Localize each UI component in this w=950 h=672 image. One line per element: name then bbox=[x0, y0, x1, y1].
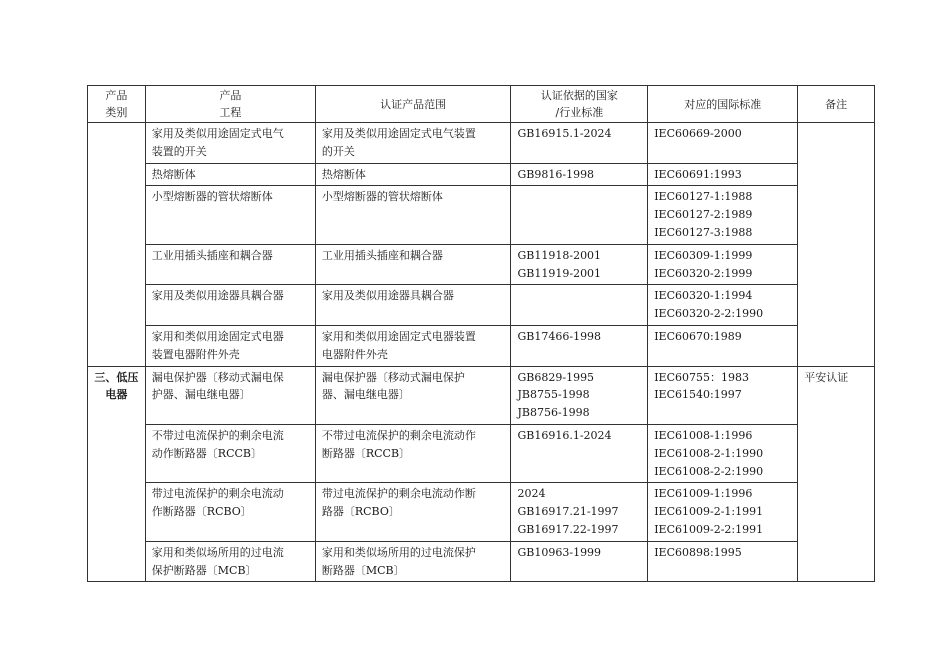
scope-cell-line: 电器附件外壳 bbox=[321, 347, 388, 361]
category-cell-low-voltage bbox=[88, 366, 146, 582]
project-cell bbox=[145, 366, 315, 424]
scope-cell-line: 家用及类似用途固定式电气装置 bbox=[321, 127, 476, 140]
national-standard-cell bbox=[511, 285, 648, 326]
scope-cell-line: 断路器〔MCB〕 bbox=[321, 563, 405, 577]
scope-cell-line: 带过电流保护的剩余电流动作断 bbox=[321, 487, 476, 501]
national-standard-cell-line: GB11919-2001 bbox=[517, 266, 602, 280]
international-standard-cell bbox=[648, 163, 798, 186]
international-standard-cell bbox=[648, 424, 798, 482]
project-cell-line: 保护断路器〔MCB〕 bbox=[151, 563, 257, 577]
international-standard-cell bbox=[648, 285, 798, 326]
scope-cell bbox=[315, 424, 511, 482]
national-standard-cell bbox=[511, 244, 648, 285]
scope-cell bbox=[315, 366, 511, 424]
international-standard-cell bbox=[648, 123, 798, 164]
project-cell bbox=[145, 541, 315, 582]
international-standard-cell-line: IEC61008-1:1996 bbox=[654, 428, 753, 442]
scope-cell bbox=[315, 541, 511, 582]
national-standard-cell-line: GB16917.21-1997 bbox=[517, 505, 619, 519]
national-standard-cell-line: GB16917.22-1997 bbox=[517, 522, 619, 536]
international-standard-cell-line: IEC61009-1:1996 bbox=[654, 487, 753, 501]
national-standard-cell-line: GB9816-1998 bbox=[517, 167, 595, 181]
project-cell-line: 护器、漏电继电器〕 bbox=[151, 388, 251, 402]
project-cell-line: 工业用插头插座和耦合器 bbox=[151, 248, 273, 262]
table-row bbox=[88, 541, 875, 582]
scope-cell bbox=[315, 483, 511, 541]
scope-cell bbox=[315, 123, 511, 164]
project-cell-line: 不带过电流保护的剩余电流 bbox=[151, 428, 284, 442]
table-row bbox=[88, 366, 875, 424]
scope-cell bbox=[315, 285, 511, 326]
project-cell-line: 装置的开关 bbox=[151, 144, 207, 158]
project-cell-line: 家用及类似用途固定式电气 bbox=[151, 127, 284, 140]
header-national-standard bbox=[511, 86, 648, 123]
header-text: 类别 bbox=[105, 106, 128, 119]
project-cell bbox=[145, 483, 315, 541]
standards-table bbox=[87, 85, 875, 582]
international-standard-cell bbox=[648, 325, 798, 366]
project-cell-line: 带过电流保护的剩余电流动 bbox=[151, 487, 284, 501]
international-standard-cell-line: IEC60670:1989 bbox=[654, 329, 742, 343]
scope-cell-line: 热熔断体 bbox=[321, 167, 366, 181]
scope-cell-line: 断路器〔RCCB〕 bbox=[321, 446, 411, 460]
header-category bbox=[88, 86, 146, 123]
table-row bbox=[88, 163, 875, 186]
header-row bbox=[88, 86, 875, 123]
scope-cell-line: 家用和类似用途固定式电器装置 bbox=[321, 329, 476, 343]
national-standard-cell-line: GB11918-2001 bbox=[517, 248, 602, 262]
project-cell-line: 作断路器〔RCBO〕 bbox=[151, 505, 252, 519]
scope-cell-line: 家用和类似场所用的过电流保护 bbox=[321, 545, 476, 559]
project-cell-line: 小型熔断器的管状熔断体 bbox=[151, 190, 273, 204]
table-row bbox=[88, 424, 875, 482]
scope-cell bbox=[315, 163, 511, 186]
table-row bbox=[88, 325, 875, 366]
international-standard-cell-line: IEC60320-2-2:1990 bbox=[654, 307, 764, 321]
header-text: 产品 bbox=[219, 89, 242, 102]
scope-cell bbox=[315, 186, 511, 244]
header-text: 工程 bbox=[219, 106, 242, 119]
header-text: /行业标准 bbox=[555, 106, 604, 119]
scope-cell bbox=[315, 325, 511, 366]
table-row bbox=[88, 483, 875, 541]
international-standard-cell-line: IEC60320-2:1999 bbox=[654, 266, 753, 280]
remark-cell-empty bbox=[798, 123, 875, 367]
scope-cell-line: 工业用插头插座和耦合器 bbox=[321, 248, 443, 262]
international-standard-cell bbox=[648, 366, 798, 424]
project-cell-line: 动作断路器〔RCCB〕 bbox=[151, 446, 262, 460]
project-cell bbox=[145, 325, 315, 366]
project-cell bbox=[145, 123, 315, 164]
international-standard-cell-line: IEC60755：1983 bbox=[654, 370, 749, 384]
project-cell-line: 家用和类似场所用的过电流 bbox=[151, 545, 284, 559]
scope-cell-line: 不带过电流保护的剩余电流动作 bbox=[321, 428, 476, 442]
international-standard-cell-line: IEC61009-2-1:1991 bbox=[654, 505, 764, 519]
national-standard-cell bbox=[511, 424, 648, 482]
international-standard-cell-line: IEC60127-2:1989 bbox=[654, 208, 753, 222]
project-cell-line: 漏电保护器〔移动式漏电保 bbox=[151, 370, 284, 384]
international-standard-cell-line: IEC60127-3:1988 bbox=[654, 225, 753, 239]
international-standard-cell-line: IEC60898:1995 bbox=[654, 545, 742, 559]
header-text: 产品 bbox=[105, 89, 128, 102]
national-standard-cell-line: GB16916.1-2024 bbox=[517, 428, 612, 442]
international-standard-cell bbox=[648, 541, 798, 582]
header-text: 备注 bbox=[825, 97, 848, 111]
scope-cell-line: 路器〔RCBO〕 bbox=[321, 505, 400, 519]
table-row bbox=[88, 186, 875, 244]
international-standard-cell-line: IEC61009-2-2:1991 bbox=[654, 522, 764, 536]
international-standard-cell-line: IEC61540:1997 bbox=[654, 388, 742, 402]
header-remark bbox=[798, 86, 875, 123]
national-standard-cell bbox=[511, 163, 648, 186]
international-standard-cell bbox=[648, 186, 798, 244]
scope-cell-line: 器、漏电继电器〕 bbox=[321, 388, 410, 402]
international-standard-cell-line: IEC61008-2-2:1990 bbox=[654, 464, 764, 478]
national-standard-cell-line: GB6829-1995 bbox=[517, 370, 595, 384]
international-standard-cell-line: IEC60691:1993 bbox=[654, 167, 742, 181]
national-standard-cell bbox=[511, 123, 648, 164]
international-standard-cell bbox=[648, 244, 798, 285]
national-standard-cell-line: JB8756-1998 bbox=[517, 406, 590, 420]
project-cell-line: 家用及类似用途器具耦合器 bbox=[151, 289, 284, 303]
table-row bbox=[88, 285, 875, 326]
national-standard-cell-line: GB16915.1-2024 bbox=[517, 127, 612, 140]
header-international-standard bbox=[648, 86, 798, 123]
national-standard-cell-line: 2024 bbox=[517, 487, 546, 501]
project-cell-line: 家用和类似用途固定式电器 bbox=[151, 329, 284, 343]
project-cell-line: 热熔断体 bbox=[151, 167, 196, 181]
international-standard-cell-line: IEC60309-1:1999 bbox=[654, 248, 753, 262]
project-cell bbox=[145, 163, 315, 186]
project-cell-line: 装置电器附件外壳 bbox=[151, 347, 240, 361]
scope-cell-line: 漏电保护器〔移动式漏电保护 bbox=[321, 370, 465, 384]
category-label: 三、低压 bbox=[94, 370, 139, 384]
national-standard-cell-line: GB17466-1998 bbox=[517, 329, 602, 343]
national-standard-cell-line: GB10963-1999 bbox=[517, 545, 602, 559]
national-standard-cell bbox=[511, 186, 648, 244]
remark-text: 平安认证 bbox=[804, 370, 849, 384]
national-standard-cell bbox=[511, 483, 648, 541]
header-text: 认证依据的国家 bbox=[540, 89, 618, 102]
category-label: 电器 bbox=[105, 388, 128, 402]
national-standard-cell-line: JB8755-1998 bbox=[517, 388, 590, 402]
project-cell bbox=[145, 244, 315, 285]
international-standard-cell-line: IEC60320-1:1994 bbox=[654, 289, 753, 303]
scope-cell-line: 小型熔断器的管状熔断体 bbox=[321, 190, 443, 204]
national-standard-cell bbox=[511, 541, 648, 582]
header-project bbox=[145, 86, 315, 123]
scope-cell-line: 的开关 bbox=[321, 144, 355, 158]
remark-cell bbox=[798, 366, 875, 582]
national-standard-cell bbox=[511, 325, 648, 366]
table-body bbox=[88, 123, 875, 582]
scope-cell bbox=[315, 244, 511, 285]
table-row bbox=[88, 123, 875, 164]
project-cell bbox=[145, 285, 315, 326]
category-cell-empty bbox=[88, 123, 146, 367]
national-standard-cell bbox=[511, 366, 648, 424]
header-scope bbox=[315, 86, 511, 123]
international-standard-cell bbox=[648, 483, 798, 541]
scope-cell-line: 家用及类似用途器具耦合器 bbox=[321, 289, 454, 303]
international-standard-cell-line: IEC60127-1:1988 bbox=[654, 190, 753, 204]
project-cell bbox=[145, 186, 315, 244]
project-cell bbox=[145, 424, 315, 482]
table-row bbox=[88, 244, 875, 285]
header-text: 对应的国际标准 bbox=[684, 97, 762, 111]
header-text: 认证产品范围 bbox=[380, 97, 447, 111]
international-standard-cell-line: IEC61008-2-1:1990 bbox=[654, 446, 764, 460]
international-standard-cell-line: IEC60669-2000 bbox=[654, 127, 742, 140]
